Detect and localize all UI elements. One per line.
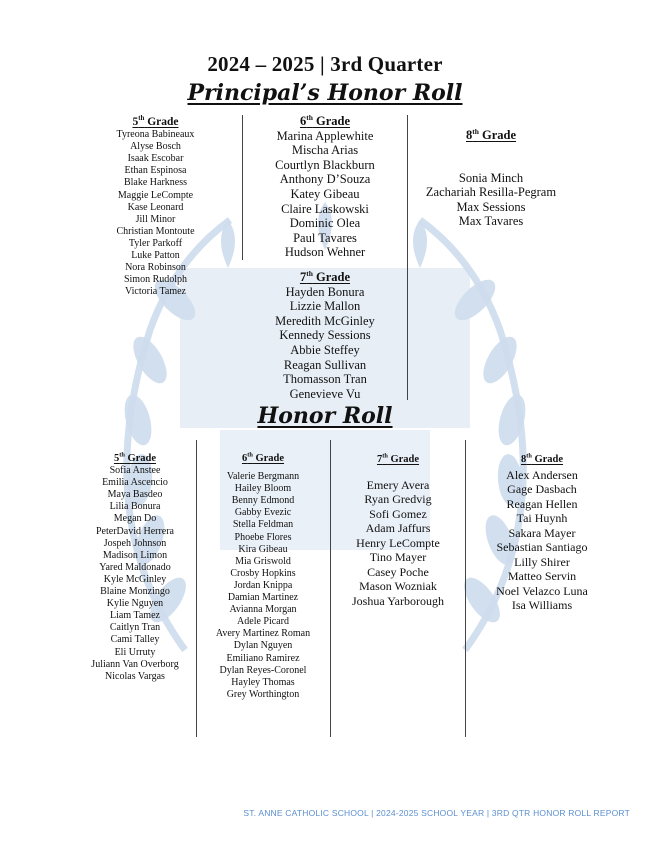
student-name: Zachariah Resilla-Pegram (425, 185, 557, 200)
student-name: Liam Tamez (110, 610, 160, 622)
student-name: Damian Martinez (227, 592, 299, 604)
student-name: Kylie Nguyen (106, 598, 164, 610)
principals-grade-8-column (412, 128, 570, 229)
student-name: Emiliano Ramirez (226, 652, 300, 664)
student-name: Isa Williams (511, 598, 573, 612)
student-name: Stella Feldman (232, 519, 294, 531)
student-name: Eli Urruty (114, 646, 156, 658)
student-name: Valerie Bergmann (226, 471, 300, 483)
student-name: Dylan Reyes-Coronel (219, 664, 307, 676)
student-name: Isaak Escobar (127, 153, 184, 165)
student-name: Henry LeCompte (356, 535, 440, 550)
student-name: Madison Limon (102, 549, 168, 561)
report-title: 2024 – 2025 | 3rd Quarter (207, 52, 443, 76)
grade-heading: 8th Grade (520, 452, 564, 465)
student-name: Jordan Knippa (233, 579, 293, 591)
name-list (93, 129, 218, 298)
name-list (467, 468, 617, 613)
student-name: Anthony D’Souza (279, 172, 371, 187)
student-name: Phoebe Flores (234, 531, 292, 543)
honor-grade-7-column (332, 453, 464, 608)
grade-heading: 8th Grade (465, 126, 517, 142)
student-name: Juliann Van Overborg (91, 658, 179, 670)
student-name: Abbie Steffey (290, 342, 360, 357)
grade-heading: 5th Grade (113, 451, 157, 464)
student-name: Alyse Bosch (130, 141, 181, 153)
student-name: Crosby Hopkins (230, 567, 296, 579)
student-name: Katey Gibeau (290, 186, 360, 201)
student-name: Sebastian Santiago (496, 540, 588, 554)
student-name: Nora Robinson (125, 262, 186, 274)
column-divider (196, 440, 197, 737)
student-name: Victoria Tamez (125, 286, 186, 298)
student-name: Courtlyn Blackburn (275, 157, 375, 172)
student-name: Mason Wozniak (359, 579, 437, 593)
name-list (198, 471, 328, 701)
principals-grade-5-column (93, 116, 218, 298)
student-name: Dominic Olea (289, 216, 361, 231)
student-name: Reagan Sullivan (283, 357, 367, 372)
column-divider (407, 115, 408, 400)
student-name: Lilly Shirer (514, 554, 570, 569)
name-list (244, 129, 406, 260)
student-name: Gabby Evezic (234, 507, 292, 519)
student-name: Cami Talley (110, 634, 160, 646)
name-list (244, 285, 406, 402)
honor-grade-8-column (467, 453, 617, 613)
student-name: Jill Minor (135, 213, 176, 225)
honor-roll-heading: Honor Roll (257, 403, 393, 429)
student-name: Emilia Ascencio (102, 477, 168, 489)
student-name: Luke Patton (131, 250, 180, 262)
student-name: Tai Huynh (516, 511, 568, 525)
student-name: Hailey Bloom (234, 483, 292, 495)
student-name: Kase Leonard (127, 201, 184, 213)
student-name: Max Sessions (456, 199, 526, 214)
column-divider (242, 115, 243, 260)
student-name: Tyreona Babineaux (116, 129, 195, 141)
principals-grade-7-column (244, 270, 406, 401)
student-name: Lilia Bonura (109, 501, 161, 513)
student-name: Paul Tavares (293, 230, 357, 245)
student-name: Grey Worthington (226, 688, 300, 700)
student-name: Sofi Gomez (369, 506, 427, 521)
student-name: Adele Picard (237, 616, 289, 628)
name-list (74, 465, 196, 683)
student-name: PeterDavid Herrera (95, 525, 174, 537)
student-name: Claire Laskowski (281, 201, 369, 216)
student-name: Casey Poche (367, 564, 429, 579)
student-name: Ryan Gredvig (364, 492, 432, 506)
student-name: Mischa Arias (291, 143, 359, 158)
student-name: Jospeh Johnson (103, 537, 167, 549)
student-name: Avery Martinez Roman (215, 628, 311, 640)
honor-grade-5-column (74, 453, 196, 683)
honor-grade-6-column (198, 453, 328, 701)
student-name: Simon Rudolph (123, 274, 188, 286)
principals-grade-6-column (244, 114, 406, 260)
student-name: Lizzie Mallon (289, 299, 361, 314)
student-name: Adam Jaffurs (365, 521, 431, 535)
student-name: Reagan Hellen (506, 496, 578, 511)
student-name: Matteo Servin (507, 569, 577, 583)
page-footer: ST. ANNE CATHOLIC SCHOOL | 2024-2025 SCHOOL YEAR | 3RD QTR HONOR ROLL REPORT (243, 808, 630, 818)
name-list (332, 478, 464, 609)
student-name: Yared Maldonado (99, 561, 171, 573)
principals-honor-roll-heading: Principal’s Honor Roll (187, 80, 463, 106)
student-name: Benny Edmond (231, 495, 295, 507)
student-name: Emery Avera (366, 477, 430, 492)
student-name: Hayden Bonura (285, 284, 365, 299)
student-name: Blake Harkness (123, 177, 188, 189)
student-name: Tyler Parkoff (128, 237, 183, 249)
student-name: Ethan Espinosa (124, 165, 187, 177)
student-name: Blaine Monzingo (100, 586, 170, 598)
student-name: Dylan Nguyen (233, 640, 293, 652)
grade-heading: 7th Grade (299, 268, 351, 284)
student-name: Kira Gibeau (238, 543, 288, 555)
student-name: Christian Montoute (116, 225, 195, 237)
grade-heading: 5th Grade (132, 115, 179, 128)
student-name: Hudson Wehner (284, 245, 366, 260)
student-name: Caitlyn Tran (109, 622, 161, 634)
student-name: Hayley Thomas (231, 676, 295, 688)
student-name: Noel Velazco Luna (496, 583, 588, 598)
student-name: Max Tavares (458, 214, 524, 229)
column-divider (465, 440, 466, 737)
student-name: Nicolas Vargas (105, 670, 165, 682)
student-name: Megan Do (113, 513, 157, 525)
student-name: Mia Griswold (235, 555, 291, 567)
column-divider (330, 440, 331, 737)
name-list (412, 171, 570, 229)
student-name: Alex Andersen (506, 467, 578, 482)
student-name: Marina Applewhite (276, 128, 374, 143)
student-name: Joshua Yarborough (351, 593, 444, 608)
student-name: Sonia Minch (458, 170, 524, 185)
student-name: Sofia Anstee (109, 465, 161, 477)
grade-heading: 6th Grade (299, 112, 351, 128)
student-name: Kennedy Sessions (279, 328, 371, 343)
grade-heading: 6th Grade (241, 451, 285, 464)
student-name: Maya Basdeo (107, 489, 163, 501)
student-name: Tino Mayer (369, 550, 427, 564)
student-name: Maggie LeCompte (117, 189, 194, 201)
grade-heading: 7th Grade (376, 452, 420, 465)
student-name: Genevieve Vu (289, 386, 361, 401)
student-name: Kyle McGinley (103, 573, 167, 585)
student-name: Thomasson Tran (283, 372, 367, 387)
student-name: Avianna Morgan (229, 604, 297, 616)
student-name: Sakara Mayer (508, 525, 576, 540)
student-name: Gage Dasbach (507, 482, 577, 496)
student-name: Meredith McGinley (275, 313, 375, 328)
